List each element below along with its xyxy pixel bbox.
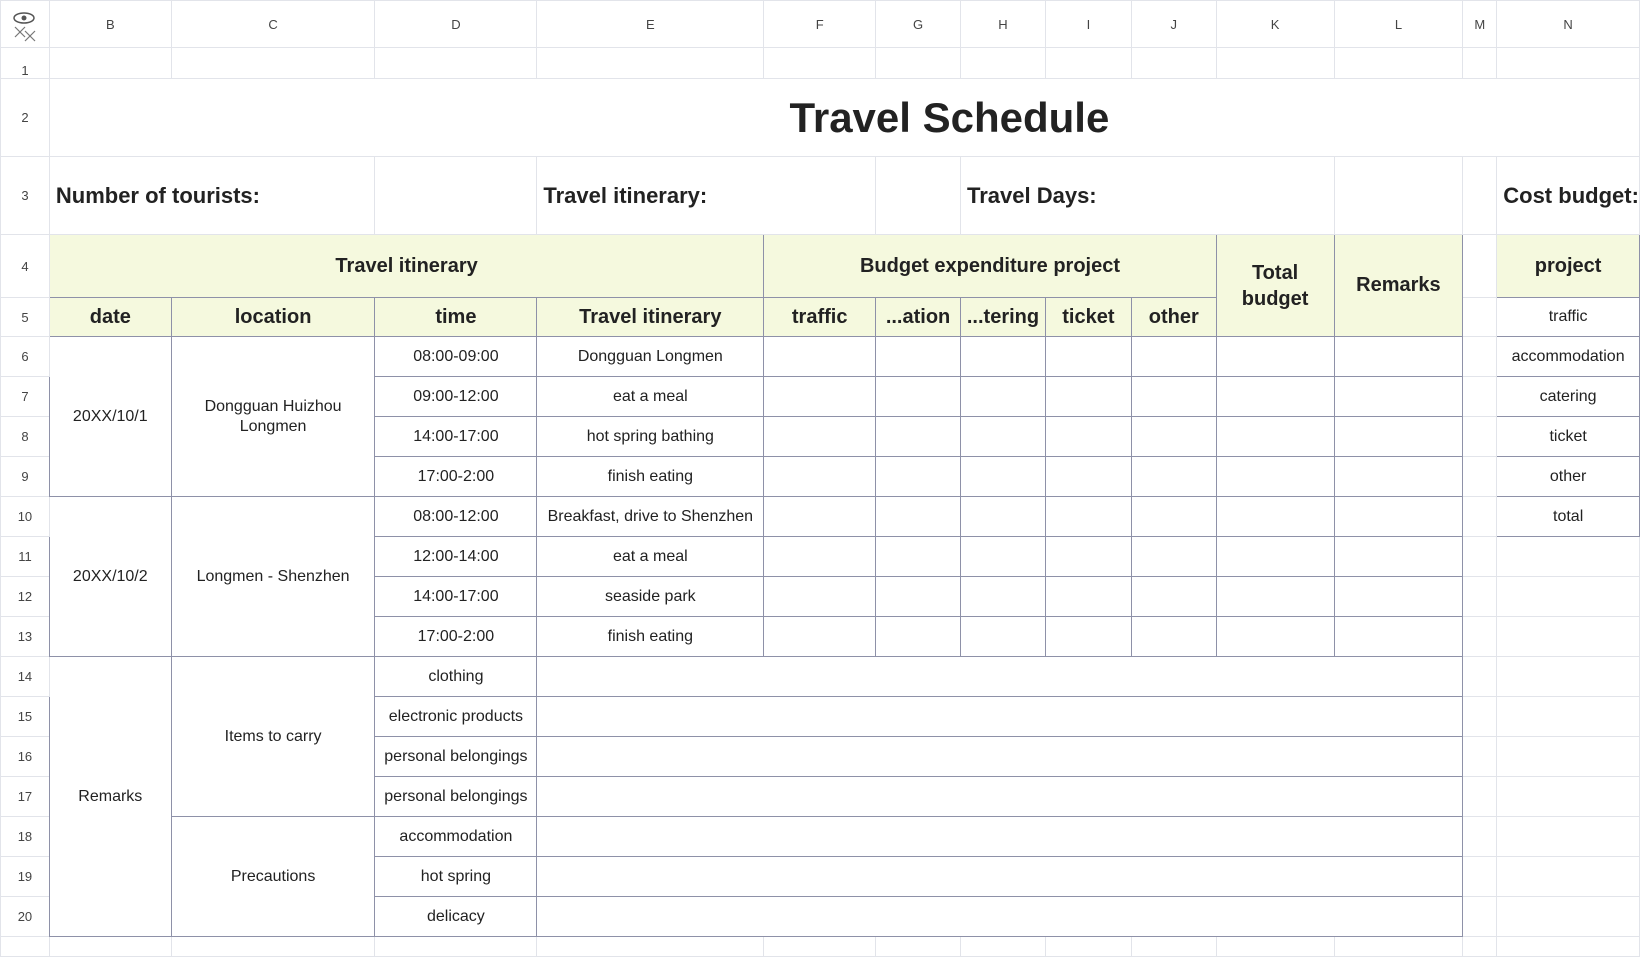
slot-itinerary[interactable]: eat a meal xyxy=(537,377,764,417)
budget-cell[interactable] xyxy=(876,497,961,537)
cell[interactable] xyxy=(1463,897,1497,937)
cell[interactable] xyxy=(961,937,1046,957)
cell[interactable] xyxy=(1463,337,1497,377)
budget-cell[interactable] xyxy=(764,577,876,617)
col-header-k[interactable]: K xyxy=(1216,1,1334,48)
carry-item-notes[interactable] xyxy=(537,777,1463,817)
row-header-19[interactable]: 19 xyxy=(1,857,50,897)
precaution-item[interactable]: hot spring xyxy=(375,857,537,897)
total-cell[interactable] xyxy=(1216,457,1334,497)
budget-cell[interactable] xyxy=(961,337,1046,377)
header-budget-expenditure-group[interactable]: Budget expenditure project xyxy=(764,235,1216,298)
cell[interactable] xyxy=(1463,937,1497,957)
cell[interactable] xyxy=(1463,235,1497,298)
budget-cell[interactable] xyxy=(961,537,1046,577)
cell[interactable] xyxy=(876,937,961,957)
cell[interactable] xyxy=(1463,377,1497,417)
budget-cell[interactable] xyxy=(876,537,961,577)
day-location[interactable]: Dongguan Huizhou Longmen xyxy=(171,337,375,497)
cell[interactable] xyxy=(375,48,537,79)
budget-cell[interactable] xyxy=(1045,337,1131,377)
precaution-notes[interactable] xyxy=(537,817,1463,857)
budget-cell[interactable] xyxy=(1131,617,1216,657)
total-cell[interactable] xyxy=(1216,617,1334,657)
budget-cell[interactable] xyxy=(876,577,961,617)
budget-cell[interactable] xyxy=(764,537,876,577)
row-header-10[interactable]: 10 xyxy=(1,497,50,537)
precautions-label[interactable]: Precautions xyxy=(171,817,375,937)
cell[interactable] xyxy=(1216,48,1334,79)
header-ticket[interactable]: ticket xyxy=(1045,298,1131,337)
cell[interactable] xyxy=(1463,657,1497,697)
header-catering[interactable]: ...tering xyxy=(961,298,1046,337)
col-header-l[interactable]: L xyxy=(1334,1,1463,48)
items-to-carry-label[interactable]: Items to carry xyxy=(171,657,375,817)
row-header-16[interactable]: 16 xyxy=(1,737,50,777)
budget-cell[interactable] xyxy=(764,377,876,417)
cell[interactable] xyxy=(1497,817,1640,857)
tourists-value-cell[interactable] xyxy=(375,157,537,235)
cell[interactable] xyxy=(171,937,375,957)
budget-cell[interactable] xyxy=(1131,537,1216,577)
travel-days-label[interactable]: Travel Days: xyxy=(961,157,1335,235)
cell[interactable] xyxy=(1463,777,1497,817)
cell[interactable] xyxy=(1463,617,1497,657)
col-header-i[interactable]: I xyxy=(1045,1,1131,48)
eye-icon[interactable] xyxy=(9,9,39,43)
budget-cell[interactable] xyxy=(1045,377,1131,417)
remarks-cell[interactable] xyxy=(1334,377,1463,417)
cell[interactable] xyxy=(1463,157,1497,235)
remarks-cell[interactable] xyxy=(1334,497,1463,537)
row-header-2[interactable]: 2 xyxy=(1,79,50,157)
budget-cell[interactable] xyxy=(764,457,876,497)
header-travel-itinerary-group[interactable]: Travel itinerary xyxy=(49,235,763,298)
cell[interactable] xyxy=(1334,937,1463,957)
cell[interactable] xyxy=(1497,697,1640,737)
row-header-9[interactable]: 9 xyxy=(1,457,50,497)
cell[interactable] xyxy=(1216,937,1334,957)
total-cell[interactable] xyxy=(1216,337,1334,377)
carry-item-notes[interactable] xyxy=(537,737,1463,777)
cell[interactable] xyxy=(1497,577,1640,617)
row-header-1[interactable]: 1 xyxy=(1,48,50,79)
col-header-h[interactable]: H xyxy=(961,1,1046,48)
budget-cell[interactable] xyxy=(961,417,1046,457)
cell[interactable] xyxy=(1463,497,1497,537)
slot-time[interactable]: 17:00-2:00 xyxy=(375,617,537,657)
remarks-cell[interactable] xyxy=(1334,617,1463,657)
cell[interactable] xyxy=(1497,897,1640,937)
col-header-b[interactable]: B xyxy=(49,1,171,48)
itinerary-label[interactable]: Travel itinerary: xyxy=(537,157,876,235)
budget-cell[interactable] xyxy=(876,417,961,457)
budget-cell[interactable] xyxy=(961,457,1046,497)
col-header-g[interactable]: G xyxy=(876,1,961,48)
project-item[interactable]: traffic xyxy=(1497,298,1640,337)
budget-cell[interactable] xyxy=(764,617,876,657)
cell[interactable] xyxy=(1463,298,1497,337)
remarks-cell[interactable] xyxy=(1334,417,1463,457)
carry-item-notes[interactable] xyxy=(537,657,1463,697)
slot-time[interactable]: 08:00-09:00 xyxy=(375,337,537,377)
slot-time[interactable]: 09:00-12:00 xyxy=(375,377,537,417)
project-item[interactable]: accommodation xyxy=(1497,337,1640,377)
row-header-4[interactable]: 4 xyxy=(1,235,50,298)
cell[interactable] xyxy=(1497,617,1640,657)
itinerary-value-cell[interactable] xyxy=(876,157,961,235)
cell[interactable] xyxy=(1463,537,1497,577)
budget-cell[interactable] xyxy=(876,617,961,657)
header-location[interactable]: location xyxy=(171,298,375,337)
slot-itinerary[interactable]: seaside park xyxy=(537,577,764,617)
cell[interactable] xyxy=(764,48,876,79)
remarks-cell[interactable] xyxy=(1334,577,1463,617)
header-project[interactable]: project xyxy=(1497,235,1640,298)
header-remarks[interactable]: Remarks xyxy=(1334,235,1463,337)
cell[interactable] xyxy=(1497,657,1640,697)
budget-cell[interactable] xyxy=(876,377,961,417)
budget-cell[interactable] xyxy=(1045,537,1131,577)
cell[interactable] xyxy=(1131,937,1216,957)
cell[interactable] xyxy=(537,937,764,957)
cell[interactable] xyxy=(1497,937,1640,957)
cell[interactable] xyxy=(1045,937,1131,957)
slot-time[interactable]: 14:00-17:00 xyxy=(375,577,537,617)
project-item[interactable]: total xyxy=(1497,497,1640,537)
cell[interactable] xyxy=(1131,48,1216,79)
budget-cell[interactable] xyxy=(961,497,1046,537)
col-header-f[interactable]: F xyxy=(764,1,876,48)
budget-cell[interactable] xyxy=(876,337,961,377)
slot-itinerary[interactable]: Breakfast, drive to Shenzhen xyxy=(537,497,764,537)
col-header-d[interactable]: D xyxy=(375,1,537,48)
precaution-notes[interactable] xyxy=(537,857,1463,897)
slot-time[interactable]: 12:00-14:00 xyxy=(375,537,537,577)
row-header-8[interactable]: 8 xyxy=(1,417,50,457)
cell[interactable] xyxy=(1463,417,1497,457)
header-traffic[interactable]: traffic xyxy=(764,298,876,337)
budget-cell[interactable] xyxy=(1045,497,1131,537)
cell[interactable] xyxy=(1497,737,1640,777)
budget-cell[interactable] xyxy=(1131,377,1216,417)
header-time[interactable]: time xyxy=(375,298,537,337)
budget-cell[interactable] xyxy=(1045,577,1131,617)
row-header-15[interactable]: 15 xyxy=(1,697,50,737)
header-accommodation[interactable]: ...ation xyxy=(876,298,961,337)
project-item[interactable]: ticket xyxy=(1497,417,1640,457)
row-header-partial[interactable] xyxy=(1,937,50,957)
sheet-title[interactable]: Travel Schedule xyxy=(49,79,1639,157)
slot-itinerary[interactable]: finish eating xyxy=(537,457,764,497)
budget-cell[interactable] xyxy=(764,337,876,377)
budget-cell[interactable] xyxy=(764,417,876,457)
day-location[interactable]: Longmen - Shenzhen xyxy=(171,497,375,657)
cell[interactable] xyxy=(1463,737,1497,777)
carry-item[interactable]: personal belongings xyxy=(375,777,537,817)
cell[interactable] xyxy=(1463,857,1497,897)
cell[interactable] xyxy=(1497,857,1640,897)
slot-itinerary[interactable]: hot spring bathing xyxy=(537,417,764,457)
carry-item[interactable]: electronic products xyxy=(375,697,537,737)
budget-cell[interactable] xyxy=(1131,577,1216,617)
slot-itinerary[interactable]: eat a meal xyxy=(537,537,764,577)
col-header-e[interactable]: E xyxy=(537,1,764,48)
header-total-budget[interactable]: Total budget xyxy=(1216,235,1334,337)
budget-cell[interactable] xyxy=(1131,417,1216,457)
day-date[interactable]: 20XX/10/1 xyxy=(49,337,171,497)
cell[interactable] xyxy=(1497,537,1640,577)
cost-budget-label[interactable]: Cost budget: xyxy=(1497,157,1640,235)
remarks-cell[interactable] xyxy=(1334,537,1463,577)
header-date[interactable]: date xyxy=(49,298,171,337)
budget-cell[interactable] xyxy=(961,377,1046,417)
row-header-18[interactable]: 18 xyxy=(1,817,50,857)
precaution-notes[interactable] xyxy=(537,897,1463,937)
total-cell[interactable] xyxy=(1216,577,1334,617)
budget-cell[interactable] xyxy=(1045,417,1131,457)
slot-time[interactable]: 17:00-2:00 xyxy=(375,457,537,497)
project-item[interactable]: catering xyxy=(1497,377,1640,417)
total-cell[interactable] xyxy=(1216,537,1334,577)
row-header-5[interactable]: 5 xyxy=(1,298,50,337)
cell[interactable] xyxy=(1334,48,1463,79)
days-value-cell[interactable] xyxy=(1334,157,1463,235)
day-date[interactable]: 20XX/10/2 xyxy=(49,497,171,657)
budget-cell[interactable] xyxy=(764,497,876,537)
budget-cell[interactable] xyxy=(1045,617,1131,657)
tourists-label[interactable]: Number of tourists: xyxy=(49,157,375,235)
slot-itinerary[interactable]: finish eating xyxy=(537,617,764,657)
cell[interactable] xyxy=(1497,48,1640,79)
cell[interactable] xyxy=(49,48,171,79)
cell[interactable] xyxy=(537,48,764,79)
col-header-j[interactable]: J xyxy=(1131,1,1216,48)
carry-item[interactable]: clothing xyxy=(375,657,537,697)
col-header-c[interactable]: C xyxy=(171,1,375,48)
cell[interactable] xyxy=(375,937,537,957)
total-cell[interactable] xyxy=(1216,417,1334,457)
cell[interactable] xyxy=(1497,777,1640,817)
budget-cell[interactable] xyxy=(1045,457,1131,497)
header-other[interactable]: other xyxy=(1131,298,1216,337)
precaution-item[interactable]: delicacy xyxy=(375,897,537,937)
remarks-cell[interactable] xyxy=(1334,337,1463,377)
precaution-item[interactable]: accommodation xyxy=(375,817,537,857)
cell[interactable] xyxy=(1463,48,1497,79)
cell[interactable] xyxy=(764,937,876,957)
cell[interactable] xyxy=(1463,817,1497,857)
remarks-cell[interactable] xyxy=(1334,457,1463,497)
carry-item-notes[interactable] xyxy=(537,697,1463,737)
row-header-17[interactable]: 17 xyxy=(1,777,50,817)
row-header-12[interactable]: 12 xyxy=(1,577,50,617)
header-itinerary[interactable]: Travel itinerary xyxy=(537,298,764,337)
cell[interactable] xyxy=(171,48,375,79)
budget-cell[interactable] xyxy=(961,617,1046,657)
budget-cell[interactable] xyxy=(961,577,1046,617)
cell[interactable] xyxy=(1463,697,1497,737)
budget-cell[interactable] xyxy=(1131,497,1216,537)
row-header-13[interactable]: 13 xyxy=(1,617,50,657)
cell[interactable] xyxy=(1045,48,1131,79)
row-header-14[interactable]: 14 xyxy=(1,657,50,697)
row-header-20[interactable]: 20 xyxy=(1,897,50,937)
select-all-corner[interactable] xyxy=(1,1,50,48)
total-cell[interactable] xyxy=(1216,497,1334,537)
row-header-3[interactable]: 3 xyxy=(1,157,50,235)
row-header-7[interactable]: 7 xyxy=(1,377,50,417)
cell[interactable] xyxy=(876,48,961,79)
budget-cell[interactable] xyxy=(876,457,961,497)
total-cell[interactable] xyxy=(1216,377,1334,417)
col-header-n[interactable]: N xyxy=(1497,1,1640,48)
cell[interactable] xyxy=(49,937,171,957)
cell[interactable] xyxy=(1463,577,1497,617)
slot-time[interactable]: 08:00-12:00 xyxy=(375,497,537,537)
remarks-section-label[interactable]: Remarks xyxy=(49,657,171,937)
col-header-m[interactable]: M xyxy=(1463,1,1497,48)
cell[interactable] xyxy=(961,48,1046,79)
budget-cell[interactable] xyxy=(1131,337,1216,377)
row-header-6[interactable]: 6 xyxy=(1,337,50,377)
budget-cell[interactable] xyxy=(1131,457,1216,497)
slot-itinerary[interactable]: Dongguan Longmen xyxy=(537,337,764,377)
carry-item[interactable]: personal belongings xyxy=(375,737,537,777)
row-header-11[interactable]: 11 xyxy=(1,537,50,577)
cell[interactable] xyxy=(1463,457,1497,497)
project-item[interactable]: other xyxy=(1497,457,1640,497)
slot-time[interactable]: 14:00-17:00 xyxy=(375,417,537,457)
